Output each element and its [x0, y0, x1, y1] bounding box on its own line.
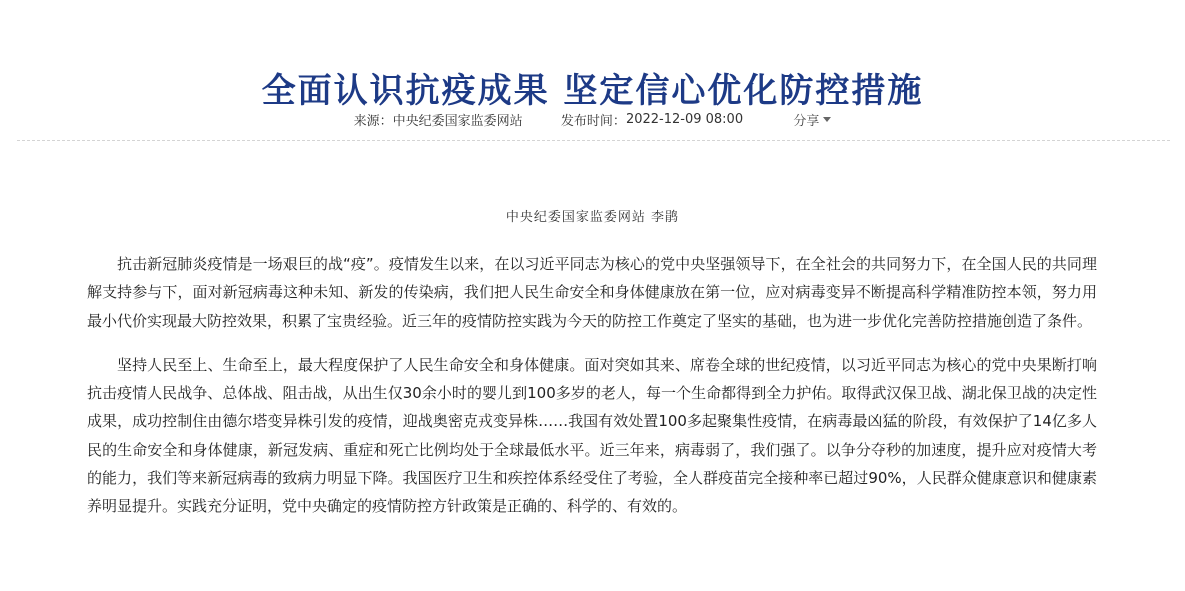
share-button[interactable] — [793, 110, 831, 129]
date-value: 2022-12-09 08:00 — [625, 112, 744, 127]
source-value: 中央纪委国家监委网站 — [392, 114, 523, 129]
share-label: 分享 — [793, 114, 820, 129]
source-label: 来源： — [353, 114, 393, 129]
meta-divider — [17, 140, 1170, 141]
caret-down-icon — [823, 117, 831, 122]
article-title: 全面认识抗疫成果 坚定信心优化防控措施 — [261, 70, 924, 111]
date-label: 发布时间： — [560, 114, 626, 129]
article-paragraph: 坚持人民至上、生命至上，最大程度保护了人民生命安全和身体健康。面对突如其来、席卷全球的世纪疫情，以习近平同志为核心的党中央果断打响抗击疫情人民战争、总体战、阻击战，从出生仅30余小时的婴儿到100多岁的老人，每一个生命都得到全力护佑。取得武汉保卫战、湖北保卫战的决定性成果，成功控制住由德尔塔变异株引发的疫情，迎战奥密克戎变异株……我国有效处置100多起聚集性疫情，在病毒最凶猛的阶段，有效保护了14亿多人民的生命安全和身体健康，新冠发病、重症和死亡比例均处于全球最低水平。近三年来，病毒弱了，我们强了。以争分夺秒的加速度，提升应对疫情大考的能力，我们等来新冠病毒的致病力明显下降。我国医疗卫生和疾控体系经受住了考验，全人群疫苗完全接种率已超过90%，人民群众健康意识和健康素养明显提升。实践充分证明，党中央确定的疫情防控方针政策是正确的、科学的、有效的。 — [87, 355, 1097, 516]
article-byline: 中央纪委国家监委网站 李鹃 — [505, 210, 680, 225]
article-body — [87, 250, 1097, 537]
article-paragraph: 抗击新冠肺炎疫情是一场艰巨的战“疫”。疫情发生以来，在以习近平同志为核心的党中央坚强领导下，在全社会的共同努力下，在全国人民的共同理解支持参与下，面对新冠病毒这种未知、新发的传染病，我们把人民生命安全和身体健康放在第一位，应对病毒变异不断提高科学精准防控本领，努力用最小代价实现最大防控效果，积累了宝贵经验。近三年的疫情防控实践为今天的防控工作奠定了坚实的基础，也为进一步优化完善防控措施创造了条件。 — [87, 255, 1097, 330]
article-meta — [0, 110, 1185, 129]
